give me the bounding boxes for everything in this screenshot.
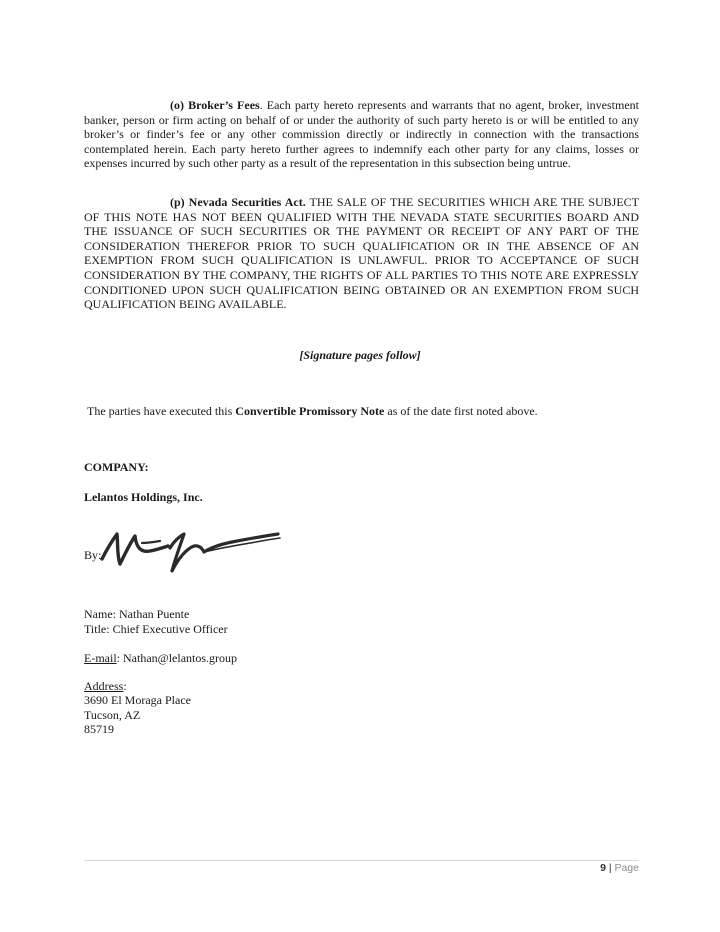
section-p-text: THE SALE OF THE SECURITIES WHICH ARE THE SUBJECT OF THIS NOTE HAS NOT BEEN QUALIFIED WITH THE NEVADA STATE SECURITIES BOARD AND THE ISSUANCE OF SUCH SECURITIES OR THE PAYMENT OR RECEIPT OF ANY PART OF THE CONSIDERATION THEREFOR PRIOR TO SUCH QUALIFICATION OR IN THE ABSENCE OF AN EXEMPTION FROM SUCH QUALIFICATION IS UNLAWFUL. PRIOR TO ACCEPTANCE OF SUCH CONSIDERATION BY THE COMPANY, THE RIGHTS OF ALL PARTIES TO THIS NOTE ARE EXPRESSLY CONDITIONED UPON SUCH QUALIFICATION BEING OBTAINED OR AN EXEMPTION FROM SUCH QUALIFICATION BEING AVAILABLE. xyxy=(84,195,639,312)
address-heading xyxy=(84,679,127,693)
page-footer xyxy=(600,862,639,874)
execution-statement xyxy=(87,404,538,419)
execution-text-before: The parties have executed this xyxy=(87,404,236,418)
address-separator: : xyxy=(123,679,127,693)
section-p-paragraph xyxy=(84,195,639,312)
execution-text-after: as of the date first noted above. xyxy=(384,404,538,418)
email-label: E-mail xyxy=(84,651,117,665)
handwritten-signature xyxy=(98,526,284,578)
page-word: Page xyxy=(614,862,639,874)
section-o-text: . Each party hereto represents and warrants that no agent, broker, investment banker, person or firm acting on behalf of or under the authority of such party hereto is or will be entitled to any broker’s or finder’s fee or any other commission directly or indirectly in connection with the transactions contemplated herein. Each party hereto further agrees to indemnify each other party for any claims, losses or expenses incurred by such other party as a result of the representation in this subsection being untrue. xyxy=(84,98,639,171)
signatory-title: Title: Chief Executive Officer xyxy=(84,622,228,636)
execution-document-name: Convertible Promissory Note xyxy=(235,404,385,418)
page-separator: | xyxy=(605,862,615,874)
email-value: Nathan@lelantos.group xyxy=(123,651,238,665)
signature-pages-note: [Signature pages follow] xyxy=(299,348,421,362)
address-line-city: Tucson, AZ xyxy=(84,708,141,722)
address-line-street: 3690 El Moraga Place xyxy=(84,693,191,707)
company-name: Lelantos Holdings, Inc. xyxy=(84,490,203,504)
by-label: By: xyxy=(84,548,102,562)
section-o-paragraph xyxy=(84,98,639,171)
page-number: 9 xyxy=(600,862,606,874)
address-line-zip: 85719 xyxy=(84,722,114,736)
signatory-name: Name: Nathan Puente xyxy=(84,607,190,621)
section-o-heading: (o) Broker’s Fees xyxy=(170,98,260,112)
address-label: Address xyxy=(84,679,124,693)
section-p-heading: (p) Nevada Securities Act. xyxy=(170,195,306,209)
email-line xyxy=(84,651,237,665)
email-separator: : xyxy=(116,651,123,665)
company-label: COMPANY: xyxy=(84,460,149,474)
footer-divider xyxy=(84,860,639,861)
